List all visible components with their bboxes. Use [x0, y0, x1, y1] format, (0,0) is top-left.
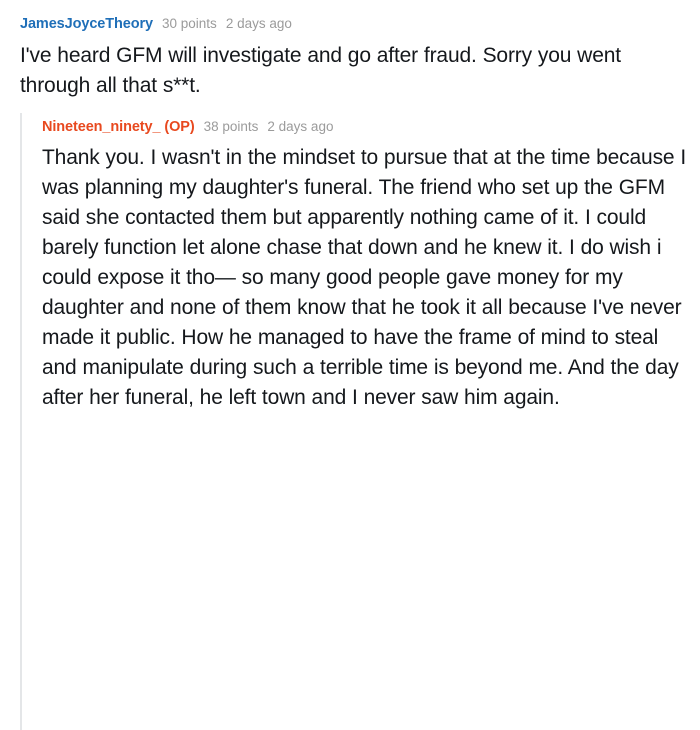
- comment-reply: [20, 119, 686, 413]
- comment-author-link[interactable]: JamesJoyceTheory: [20, 16, 154, 32]
- reply-body-text: Thank you. I wasn't in the mindset to pursue that at the time because I was planning my daughter's funeral. The friend who set up the GFM said she contacted them but apparently nothing came of it. I could barely function let alone chase that down and he knew it. I do wish i could expose it tho— so many good people gave money for my daughter and none of them know that he took it all because I've never made it public. How he managed to have the frame of mind to steal and manipulate during such a terrible time is beyond me. And the day after her funeral, he left town and I never saw him again.: [42, 146, 687, 410]
- comment-points: 30 points: [162, 16, 217, 31]
- reply-author-link[interactable]: Nineteen_ninety_ (OP): [42, 119, 195, 136]
- reply-timestamp: 2 days ago: [267, 119, 334, 135]
- reply-points: 38 points: [203, 119, 259, 135]
- comment-body-text: I've heard GFM will investigate and go after fraud. Sorry you went through all that s**t.: [20, 44, 621, 98]
- comment-timestamp: 2 days ago: [225, 16, 292, 31]
- thread-collapse-rail[interactable]: [20, 113, 22, 730]
- comment-meta: [20, 16, 686, 32]
- comment-top-level: [20, 16, 686, 101]
- reply-comment-meta: [42, 119, 686, 135]
